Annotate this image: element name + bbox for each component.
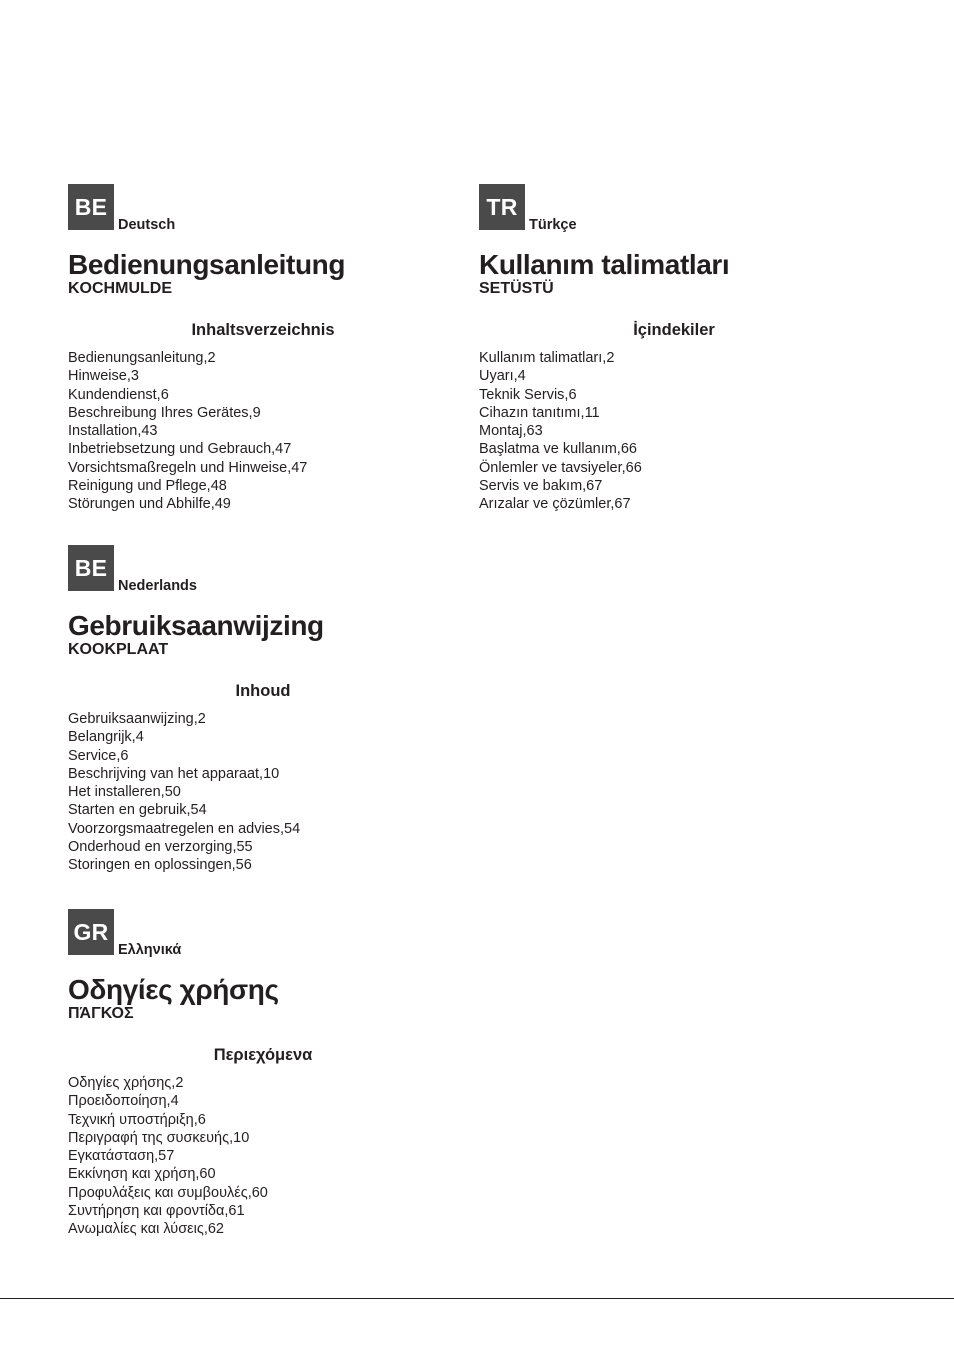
toc-item: Service,6 [68, 747, 129, 764]
toc-item: Beschrijving van het apparaat,10 [68, 765, 280, 782]
language-header [479, 184, 869, 233]
section-nederlands [68, 545, 458, 875]
toc-item: Montaj,63 [479, 423, 543, 440]
manual-title: Gebruiksaanwijzing [68, 610, 324, 641]
language-badge: BE [68, 545, 114, 591]
toc-item: Τεχνική υποστήριξη,6 [68, 1111, 206, 1128]
toc-item: Οδηγίες χρήσης,2 [68, 1075, 184, 1091]
toc-item: Kullanım talimatları,2 [479, 350, 615, 366]
toc-list [68, 1074, 458, 1239]
toc-item: Hinweise,3 [68, 368, 139, 385]
language-header [68, 909, 458, 958]
manual-subtitle: SETÜSTÜ [479, 280, 554, 297]
manual-title: Οδηγίες χρήσης [68, 974, 279, 1005]
toc-heading: Περιεχόμενα [213, 1046, 313, 1064]
section-deutsch [68, 184, 458, 514]
toc-heading: İçindekiler [633, 321, 715, 339]
toc-item: Önlemler ve tavsiyeler,66 [479, 459, 642, 476]
toc-item: Εγκατάσταση,57 [68, 1148, 175, 1165]
toc-item: Starten en gebruik,54 [68, 802, 207, 819]
toc-list [68, 710, 458, 875]
toc-item: Εκκίνηση και χρήση,60 [68, 1166, 216, 1183]
language-name: Nederlands [118, 578, 197, 594]
toc-item: Onderhoud en verzorging,55 [68, 839, 253, 856]
toc-heading: Inhoud [235, 682, 291, 700]
toc-item: Ανωμαλίες και λύσεις,62 [68, 1221, 224, 1238]
section-turkce [479, 184, 869, 514]
language-badge: GR [68, 909, 114, 955]
toc-item: Bedienungsanleitung,2 [68, 350, 216, 366]
toc-item: Gebruiksaanwijzing,2 [68, 711, 206, 727]
toc-item: Störungen und Abhilfe,49 [68, 496, 231, 513]
language-header [68, 545, 458, 594]
toc-item: Beschreibung Ihres Gerätes,9 [68, 404, 261, 421]
toc-item: Περιγραφή της συσκευής,10 [68, 1129, 250, 1146]
manual-title: Kullanım talimatları [479, 249, 730, 280]
language-header [68, 184, 458, 233]
toc-list [68, 349, 458, 514]
manual-subtitle: KOCHMULDE [68, 280, 172, 297]
manual-title: Bedienungsanleitung [68, 249, 346, 280]
language-name: Türkçe [529, 217, 577, 233]
toc-item: Voorzorgsmaatregelen en advies,54 [68, 820, 301, 837]
toc-item: Uyarı,4 [479, 368, 526, 385]
toc-item: Cihazın tanıtımı,11 [479, 404, 600, 421]
toc-item: Προειδοποίηση,4 [68, 1093, 179, 1110]
footer-divider [0, 1298, 954, 1299]
manual-subtitle: KOOKPLAAT [68, 641, 169, 658]
toc-item: Servis ve bakım,67 [479, 478, 603, 495]
toc-item: Kundendienst,6 [68, 386, 169, 403]
toc-item: Συντήρηση και φροντίδα,61 [68, 1203, 245, 1220]
language-badge: TR [479, 184, 525, 230]
language-badge: BE [68, 184, 114, 230]
toc-heading: Inhaltsverzeichnis [191, 321, 335, 339]
toc-item: Storingen en oplossingen,56 [68, 857, 252, 874]
manual-subtitle: ΠΆΓΚΟΣ [68, 1005, 134, 1022]
toc-item: Başlatma ve kullanım,66 [479, 441, 637, 458]
toc-item: Arızalar ve çözümler,67 [479, 496, 631, 513]
toc-item: Teknik Servis,6 [479, 386, 577, 403]
toc-item: Installation,43 [68, 423, 158, 440]
language-name: Deutsch [118, 217, 176, 233]
toc-item: Προφυλάξεις και συμβουλές,60 [68, 1184, 268, 1201]
toc-item: Reinigung und Pflege,48 [68, 478, 227, 495]
toc-item: Vorsichtsmaßregeln und Hinweise,47 [68, 459, 308, 476]
toc-list [479, 349, 869, 514]
toc-item: Inbetriebsetzung und Gebrauch,47 [68, 441, 292, 458]
section-ellinika [68, 909, 458, 1239]
language-name: Ελληνικά [118, 942, 182, 958]
toc-item: Belangrijk,4 [68, 729, 144, 746]
toc-item: Het installeren,50 [68, 784, 181, 801]
